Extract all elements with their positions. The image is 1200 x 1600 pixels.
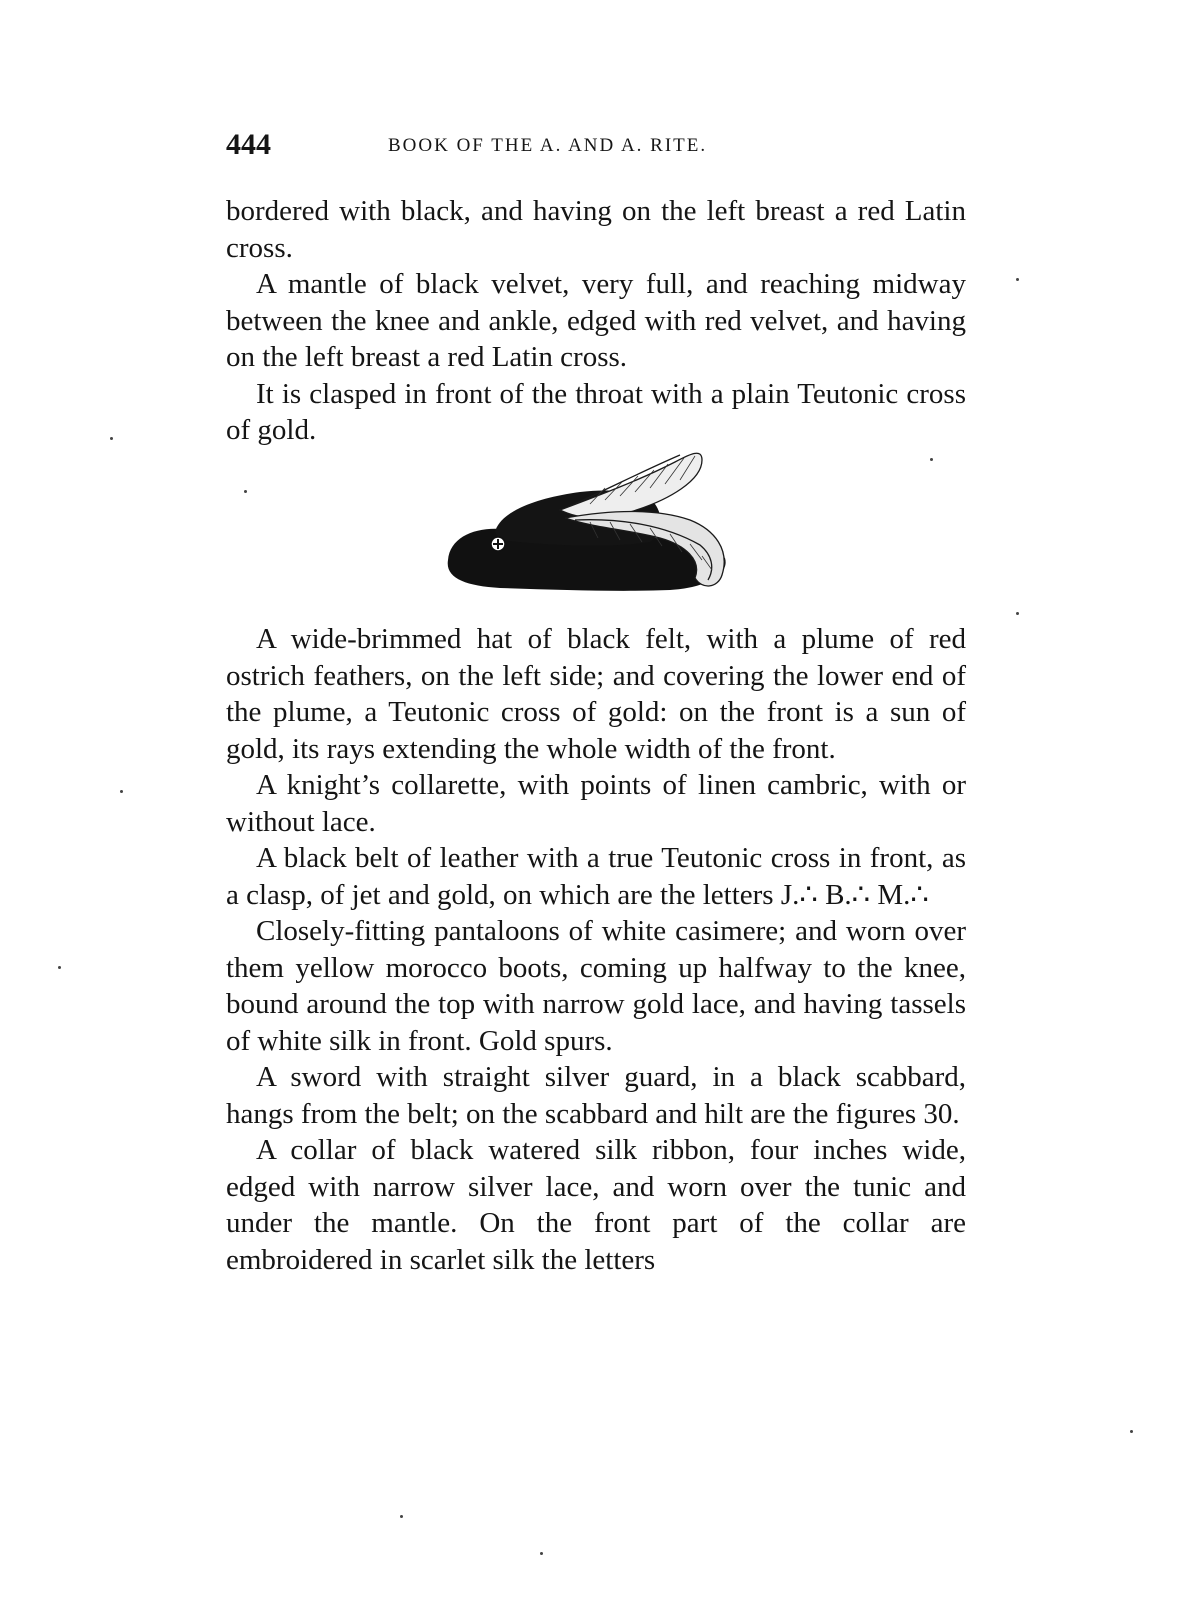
paragraph: A collar of black watered silk ribbon, four inches wide, edged with narrow silver lace, and worn over the tunic and under the mantle. On the front part of the collar are embroidered in scarlet silk the letters: [226, 1134, 966, 1276]
paragraph: A knight’s collarette, with points of linen cambric, with or without lace.: [226, 769, 966, 838]
paper-speck: [244, 490, 247, 493]
paper-speck: [400, 1515, 403, 1518]
paper-speck: [120, 790, 123, 793]
paragraph: A sword with straight silver guard, in a black scabbard, hangs from the belt; on the scabbard and hilt are the figures 30.: [226, 1061, 966, 1130]
paper-speck: [930, 458, 933, 461]
paper-speck: [540, 1552, 543, 1555]
paragraph: Closely-fitting pantaloons of white casimere; and worn over them yellow morocco boots, coming up halfway to the knee, bound around the top with narrow gold lace, and having tassels of white silk in front. Gold spurs.: [226, 915, 966, 1057]
text-block-top: [226, 193, 966, 449]
paragraph: A mantle of black velvet, very full, and reaching midway between the knee and ankle, edged with red velvet, and having on the left breast a red Latin cross.: [226, 268, 966, 373]
plumed-hat-icon: [440, 440, 740, 610]
paragraph: A wide-brimmed hat of black felt, with a plume of red ostrich feathers, on the left side; and covering the lower end of the plume, a Teutonic cross of gold: on the front is a sun of gold, its rays extending the whole width of the front.: [226, 623, 966, 765]
paper-speck: [1016, 612, 1019, 615]
text-block-bottom: [226, 621, 966, 1278]
page-number: 444: [226, 128, 271, 161]
plumed-hat-illustration: [440, 440, 740, 610]
paper-speck: [1016, 278, 1019, 281]
paragraph: bordered with black, and having on the left breast a red Latin cross.: [226, 195, 966, 264]
paragraph: A black belt of leather with a true Teutonic cross in front, as a clasp, of jet and gold, on which are the letters J.∴ B.∴ M.∴: [226, 842, 966, 911]
paper-speck: [58, 966, 61, 969]
running-head: BOOK OF THE A. AND A. RITE.: [388, 135, 708, 156]
paragraph: It is clasped in front of the throat with a plain Teutonic cross of gold.: [226, 377, 966, 446]
page-header: [226, 128, 966, 168]
paper-speck: [110, 437, 113, 440]
paper-speck: [1130, 1430, 1133, 1433]
